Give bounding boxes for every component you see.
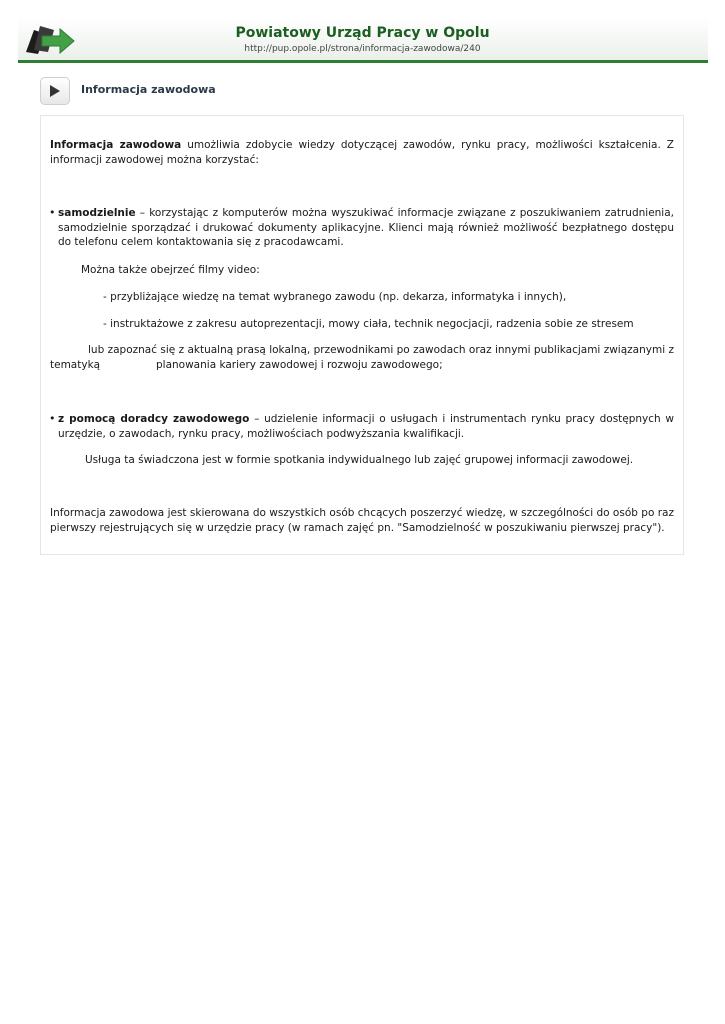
film-item: - instruktażowe z zakresu autoprezentacji, mowy ciała, technik negocjacji, radzenia sobie ze stresem	[103, 318, 634, 330]
play-arrow-icon	[40, 77, 70, 105]
film-item: - przybliżające wiedzę na temat wybranego zawodu (np. dekarza, informatyka i innych),	[103, 291, 567, 303]
press-line: lub zapoznać się z aktualną prasą lokalną, przewodnikami po zawodach oraz innymi publikacjami związanymi z	[88, 344, 674, 356]
intro-text: umożliwia zdobycie wiedzy dotyczącej zawodów, rynku pracy, możliwości kształcenia. Z informacji zawodowej można korzystać:	[50, 139, 675, 166]
films-intro: Można także obejrzeć filmy video:	[81, 264, 260, 276]
bullet-marker: •	[49, 412, 56, 425]
header-divider	[18, 60, 708, 63]
press-line-rest: planowania kariery zawodowej i rozwoju zawodowego;	[156, 359, 443, 371]
intro-bold: Informacja zawodowa	[50, 139, 182, 151]
closing-paragraph: Informacja zawodowa jest skierowana do wszystkich osób chcących poszerzyć wiedzę, w szczególności do osób po raz pierwszy rejestrujących się w urzędzie pracy (w ramach zajęć pn. "Samodzielność w poszukiwaniu pierwszej pracy").	[50, 507, 674, 534]
site-url[interactable]: http://pup.opole.pl/strona/informacja-zawodowa/240	[244, 44, 481, 54]
bullet-marker: •	[49, 206, 56, 219]
press-line-word: tematyką	[50, 359, 101, 371]
bullet1-text: – korzystając z komputerów można wyszukiwać informacje związane z poszukiwaniem zatrudnienia, samodzielnie sporządzać i drukować dokumenty aplikacyjne. Klienci mają również możliwość bezpłatnego dostępu do telefonu celem kontaktowania się z pracodawcami.	[58, 207, 674, 248]
service-note: Usługa ta świadczona jest w formie spotkania indywidualnego lub zajęć grupowej informacji zawodowej.	[85, 454, 634, 466]
bullet2-bold: z pomocą doradcy zawodowego	[58, 413, 250, 425]
intro-paragraph	[50, 138, 674, 167]
site-title: Powiatowy Urząd Pracy w Opolu	[235, 25, 490, 41]
bullet2-text: – udzielenie informacji o usługach i instrumentach rynku pracy dostępnych w urzędzie, o zawodach, rynku pracy, możliwościach podwyższania kwalifikacji.	[58, 413, 675, 440]
bullet-advisor	[58, 412, 674, 441]
bullet-self-service	[58, 206, 674, 250]
page-title: Informacja zawodowa	[81, 83, 216, 96]
content-panel	[40, 115, 684, 555]
bullet1-bold: samodzielnie	[58, 207, 136, 219]
